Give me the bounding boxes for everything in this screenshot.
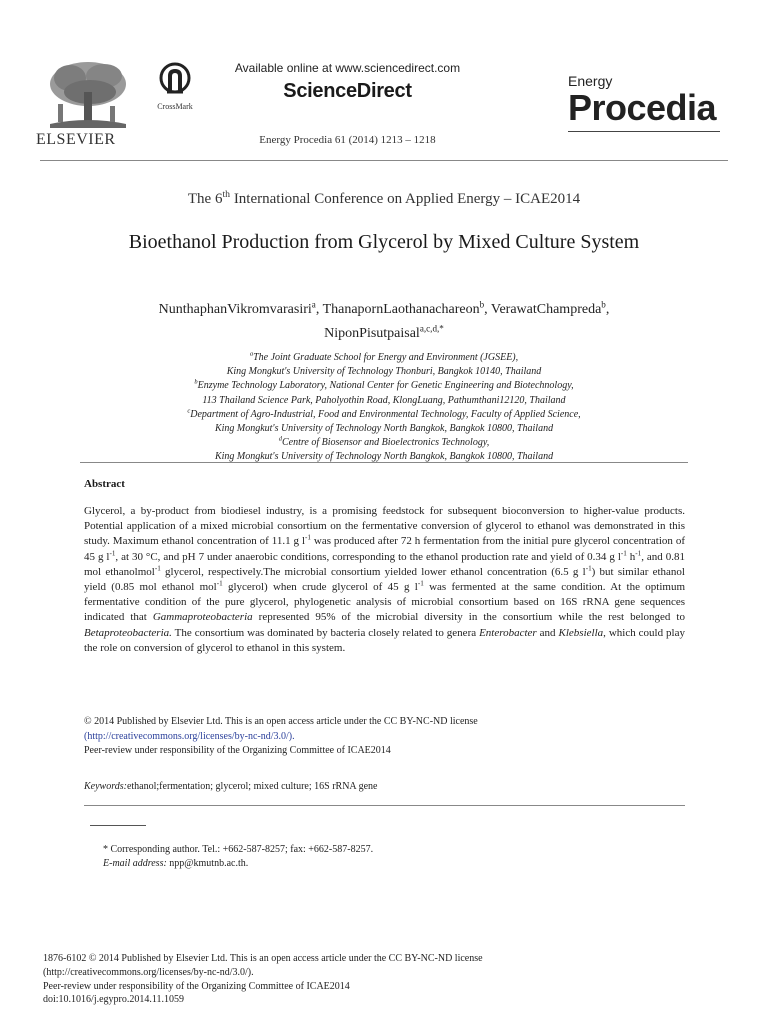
affiliation-text: King Mongkut's University of Technology North Bangkok, Bangkok 10800, Thailand (214, 423, 554, 435)
abstract-text-run: glycerol) when crude glycerol of 45 g l (222, 581, 418, 594)
header-divider (40, 160, 728, 161)
affiliation-line (80, 394, 688, 408)
footnote-divider (90, 825, 146, 826)
peer-review-line: Peer-review under responsibility of the Organizing Committee of ICAE2014 (84, 745, 391, 756)
abstract-text-run: represented 95% of the microbial diversity in the consortium while the rest belonged to (252, 611, 685, 624)
author-separator: , (484, 302, 491, 317)
email-address[interactable]: npp@kmutnb.ac.th. (166, 858, 249, 869)
abstract-text-run: was fermented at the same condition. At the optimum fermentative condition of the pure glycerol, phylogenetic analysis of microbial consortium based on 16S rRNA gene sequences indicated that (84, 581, 686, 624)
affiliation-line (80, 422, 688, 436)
author-list (60, 298, 708, 346)
author-affiliation-mark: b (479, 299, 485, 310)
affiliation-line (80, 351, 688, 365)
affiliation-line (80, 365, 688, 379)
author-affiliation-mark: a,c,d,* (419, 323, 444, 334)
author-name: VerawatChampreda (490, 302, 602, 317)
abstract-text-run: , at 30 °C, and pH 7 under anaerobic conditions, corresponding to the ethanol production rate and yield of 0.34 g l (115, 550, 621, 563)
abstract-heading: Abstract (84, 478, 125, 490)
abstract-text-run: and (536, 626, 559, 639)
affiliation-text: The Joint Graduate School for Energy and Environment (JGSEE), (253, 352, 519, 363)
abstract-italic-term: Gammaproteobacteria (152, 611, 253, 624)
page-footer (43, 952, 733, 1007)
email-label: E-mail address: (103, 858, 167, 869)
crossmark-label: CrossMark (157, 102, 193, 111)
affiliation-mark: b (194, 379, 198, 387)
journal-reference: Energy Procedia 61 (2014) 1213 – 1218 (259, 134, 436, 146)
license-link[interactable]: (http://creativecommons.org/licenses/by-nc-nd/3.0/). (84, 730, 295, 742)
keywords-label: Keywords: (84, 781, 127, 792)
abstract-text-run: Glycerol, a by-product from biodiesel industry, is a promising feedstock for subsequent bioconversion to higher-value products. Potential application of a mixed microbial consortium on the fermentative conversion of glycerol to ethanol was demonstrated in this study. Maximum ethanol concentration of 11.1 g l (84, 505, 685, 548)
copyright-notice (84, 715, 684, 759)
journal-logo-rule (568, 131, 720, 132)
conference-post: International Conference on Applied Energy – ICAE2014 (230, 191, 581, 207)
author-separator: , (315, 302, 323, 317)
email-line (103, 857, 663, 871)
author-name: NunthaphanVikromvarasiri (158, 302, 312, 317)
available-online-text: Available online at www.sciencedirect.com (234, 61, 461, 75)
affiliation-line (80, 408, 688, 422)
conference-pre: The 6 (187, 191, 223, 207)
sciencedirect-wordmark: ScienceDirect (283, 80, 412, 102)
affiliation-text: Enzyme Technology Laboratory, National Center for Genetic Engineering and Biotechnology, (197, 380, 574, 392)
corresponding-author-footnote (103, 843, 663, 871)
paper-title: Bioethanol Production from Glycerol by Mixed Culture System (128, 231, 640, 253)
abstract-superscript: -1 (417, 579, 424, 588)
footer-doi[interactable]: doi:10.1016/j.egypro.2014.11.1059 (43, 994, 185, 1006)
abstract-italic-term: Klebsiella (558, 626, 604, 639)
abstract-text-run: , and 0.81 mol ethanolmol (84, 550, 686, 578)
author-affiliation-mark: a (311, 299, 316, 310)
abstract-italic-term: Enterobacter (479, 626, 537, 639)
affiliation-text: King Mongkut's University of Technology Thonburi, Bangkok 10140, Thailand (226, 366, 542, 378)
journal-logo-small: Energy (568, 73, 613, 89)
affiliation-text: King Mongkut's University of Technology North Bangkok, Bangkok 10800, Thailand (214, 451, 554, 463)
abstract-text-run: h (626, 550, 636, 563)
abstract-italic-term: Betaproteobacteria. (84, 626, 172, 639)
journal-logo-big: Procedia (568, 87, 717, 128)
keywords (84, 781, 684, 792)
abstract-superscript: -1 (154, 564, 161, 573)
publisher-name: ELSEVIER (36, 131, 116, 148)
abstract-text-run: The consortium was dominated by bacteria closely related to genera (171, 626, 480, 639)
abstract-superscript: -1 (305, 533, 311, 542)
copyright-line: © 2014 Published by Elsevier Ltd. This is an open access article under the CC BY-NC-ND license (84, 716, 478, 727)
affiliation-text: Centre of Biosensor and Bioelectronics Technology, (282, 437, 490, 449)
affiliation-line (80, 379, 688, 393)
author-name: NiponPisutpaisal (324, 326, 420, 341)
footer-issn-line: 1876-6102 © 2014 Published by Elsevier Ltd. This is an open access article under the CC BY-NC-ND license (43, 953, 483, 964)
abstract-text-run: glycerol, respectively.The microbial consortium yielded lower ethanol concentration (6.5 g l (160, 565, 586, 578)
affiliation-list (80, 351, 688, 465)
crossmark-icon (159, 62, 191, 96)
conference-sup: th (222, 189, 231, 200)
affiliation-mark: d (278, 435, 283, 443)
corresponding-author-contact: * Corresponding author. Tel.: +662-587-8257; fax: +662-587-8257. (103, 844, 374, 855)
abstract-text-run: , which could play the role on conversion of glycerol to ethanol in this system. (84, 626, 685, 654)
abstract-text-run: ) but similar ethanol yield (0.85 mol ethanol mol (84, 565, 685, 594)
footer-license-link[interactable]: (http://creativecommons.org/licenses/by-nc-nd/3.0/). (43, 966, 254, 978)
affiliation-mark: a (249, 350, 254, 358)
affiliation-mark: c (187, 407, 191, 415)
abstract-superscript: -1 (635, 548, 642, 557)
keywords-text: ethanol;fermentation; glycerol; mixed culture; 16S rRNA gene (126, 781, 378, 792)
abstract-superscript: -1 (620, 548, 627, 557)
abstract-superscript: -1 (585, 564, 592, 573)
affiliation-line (80, 436, 688, 450)
affiliation-text: 113 Thailand Science Park, Paholyothin Road, KlongLuang, Pathumthani12120, Thailand (202, 394, 566, 406)
crossmark-badge[interactable] (152, 62, 198, 111)
abstract-superscript: -1 (216, 579, 223, 588)
conference-name (40, 191, 728, 208)
author-name: ThanapornLaothanachareon (322, 302, 480, 317)
footer-peer-review: Peer-review under responsibility of the Organizing Committee of ICAE2014 (43, 980, 350, 992)
author-affiliation-mark: b (601, 299, 606, 310)
abstract-text-run: was produced after 72 h fermentation from the initial pure glycerol concentration of 45 g l (84, 535, 685, 563)
keywords-divider (84, 805, 685, 806)
abstract-superscript: -1 (109, 548, 116, 557)
affiliation-divider (80, 462, 688, 463)
author-separator: , (605, 302, 610, 317)
affiliation-text: Department of Agro-Industrial, Food and Environmental Technology, Faculty of Applied Science, (190, 408, 581, 420)
abstract-body (84, 504, 685, 656)
